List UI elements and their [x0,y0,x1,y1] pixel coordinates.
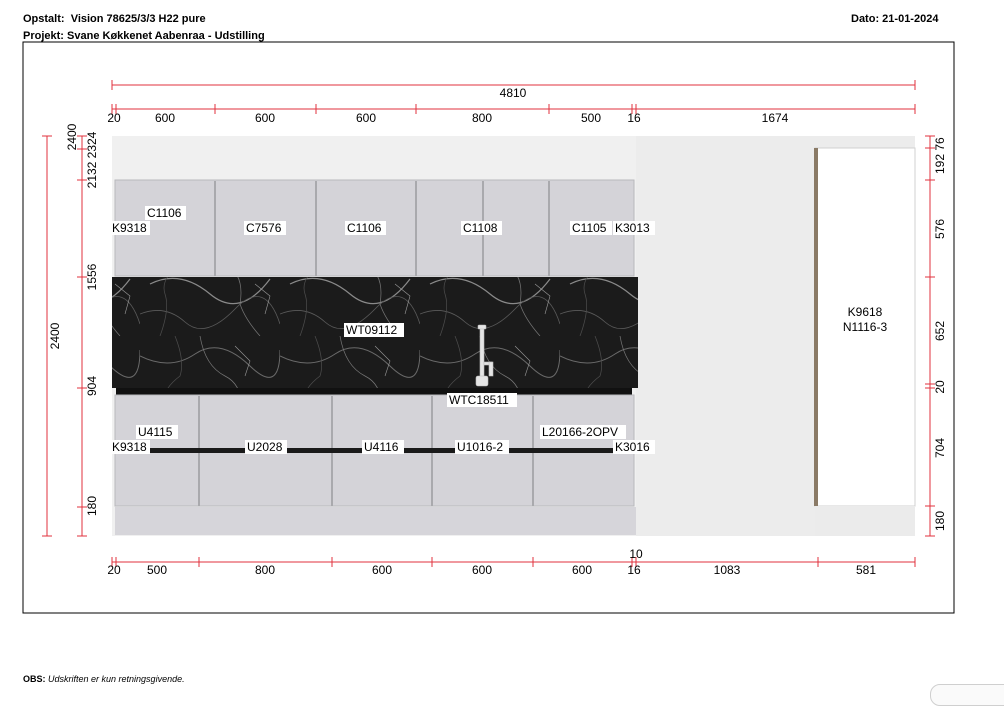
dim-left: 2132 [85,161,99,189]
dim-right: 180 [933,510,947,532]
dim-left: 180 [85,495,99,517]
label-wall-cabinet: C1108 [463,221,498,235]
label-base-top-right: L20166-2OPV [542,425,619,439]
label-wall-left: K9318 [112,221,147,235]
worktop [116,388,632,395]
dim-right: 76 [933,137,947,151]
label-base-cabinet: U2028 [247,440,283,454]
dim-left: 2324 [85,131,99,159]
dim-bottom: 600 [371,563,393,577]
projekt-label: Projekt: [23,30,64,42]
dim-bottom: 16 [627,563,641,577]
label-base-top-left: U4115 [138,425,173,439]
dim-top: 600 [355,111,377,125]
dim-bottom: 600 [471,563,493,577]
label-wall-cabinet: C1106 [147,206,182,220]
dato-value: 21-01-2024 [882,13,939,25]
dim-top: 1674 [761,111,789,125]
label-splashback: WT09112 [346,323,398,337]
dato-label: Dato: [851,13,880,25]
dim-bottom: 581 [855,563,877,577]
dim-top: 800 [471,111,493,125]
dim-right: 20 [933,380,947,394]
dim-right: 704 [933,437,947,459]
dim-top: 20 [107,111,121,125]
dim-bottom: 800 [254,563,276,577]
dim-top: 600 [254,111,276,125]
tall-cabinet-side [814,148,818,506]
dim-top: 500 [580,111,602,125]
label-wall-cabinet: C1106 [347,221,382,235]
dim-right: 192 [933,153,947,175]
opstalt-value: Vision 78625/3/3 H22 pure [70,13,206,25]
dim-bottom: 500 [146,563,168,577]
dim-bottom-extra: 10 [629,547,643,561]
opstalt-label: Opstalt: [23,13,65,25]
label-base-left: K9318 [112,440,147,454]
label-tall-line2: N1116-3 [842,320,888,334]
label-wall-right: K3013 [615,221,650,235]
label-wall-cabinet: C1105 [572,221,607,235]
dim-right: 576 [933,218,947,240]
label-worktop: WTC18511 [449,393,509,407]
dim-bottom: 1083 [713,563,741,577]
label-wall-cabinet: C7576 [246,221,282,235]
projekt-value: Svane Køkkenet Aabenraa - Udstilling [67,30,265,42]
plinth [115,507,636,535]
dim-top: 600 [154,111,176,125]
label-base-cabinet: U4116 [364,440,399,454]
tall-cabinet-plinth [815,506,915,536]
dim-left-total: 2400 [48,322,62,350]
dim-total-top: 4810 [499,86,527,100]
dim-left: 2400 [65,123,79,151]
label-base-cabinet: U1016-2 [457,440,504,454]
corner-widget[interactable] [930,684,1004,706]
dim-bottom: 600 [571,563,593,577]
dim-top: 16 [627,111,641,125]
dim-left: 1556 [85,263,99,291]
dim-bottom: 20 [107,563,121,577]
obs-text: Udskriften er kun retningsgivende. [48,674,185,684]
dim-right: 652 [933,320,947,342]
label-tall-line1: K9618 [847,305,883,319]
footer-note [23,674,185,684]
label-base-right: K3016 [615,440,650,454]
dim-left: 904 [85,375,99,397]
obs-label: OBS: [23,674,46,684]
